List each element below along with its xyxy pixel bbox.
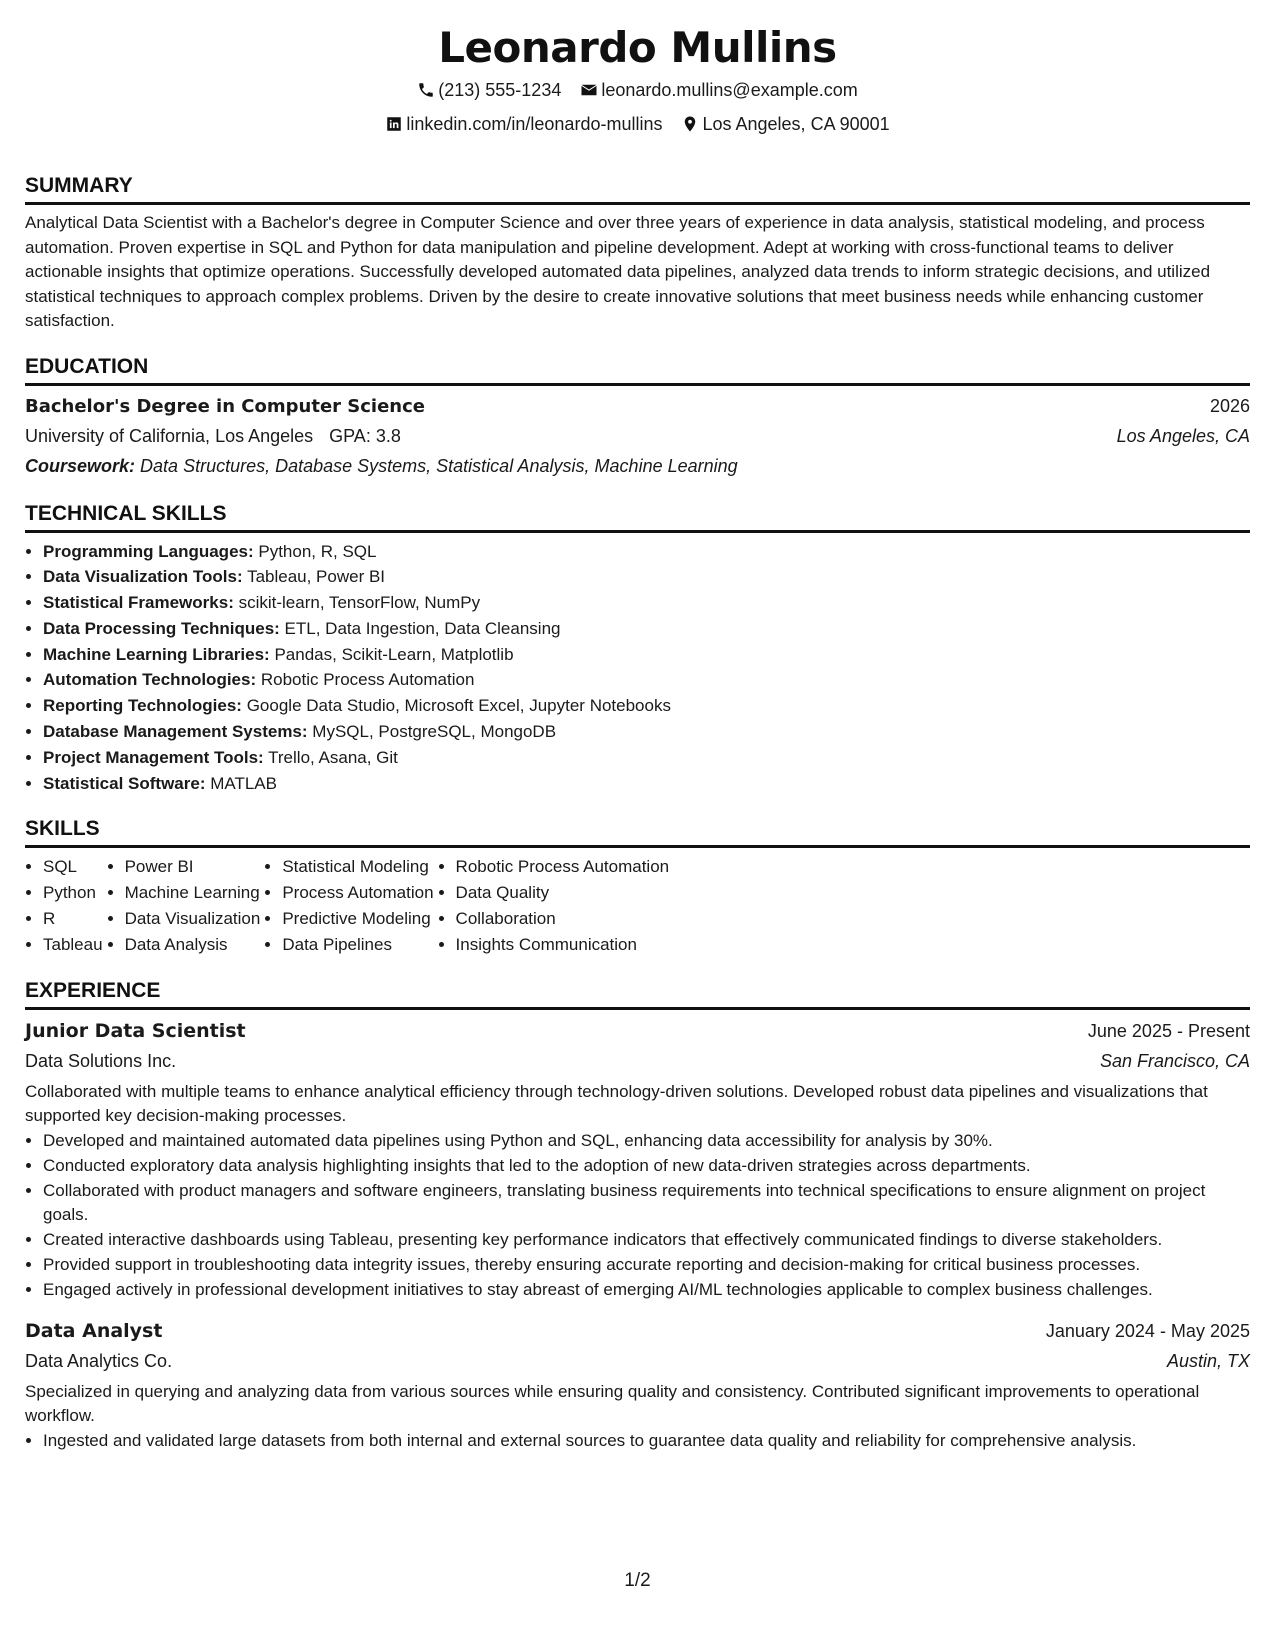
job-bullets <box>25 1129 1250 1302</box>
job-location: San Francisco, CA <box>1099 1050 1250 1071</box>
envelope-icon <box>580 81 598 99</box>
email-contact[interactable] <box>580 76 857 104</box>
gpa: GPA: 3.8 <box>329 425 401 446</box>
coursework <box>25 451 1250 481</box>
skills-grid <box>25 854 1250 957</box>
job-dates: June 2025 - Present <box>1087 1020 1250 1041</box>
phone-text: (213) 555-1234 <box>438 80 562 100</box>
list-item: • Reporting Technologies: Google Data Studio, Microsoft Excel, Jupyter Notebooks <box>43 693 1250 719</box>
list-item: • Data Visualization <box>125 906 261 932</box>
list-item: • SQL <box>43 854 103 880</box>
resume-header <box>25 0 1250 141</box>
summary-text: Analytical Data Scientist with a Bachelor's degree in Computer Science and over three years of experience in data analysis, statistical modeling, and process automation. Proven expertise in SQL and Python for data manipulation and pipeline development. Adept at working with cross-functional teams to deliver actionable insights that optimize operations. Successfully developed automated data pipelines, analyzed data trends to inform strategic decisions, and utilized statistical techniques to approach complex problems. Driven by the desire to create innovative solutions that meet business needs while enhancing customer satisfaction. <box>25 213 1211 330</box>
school-name: University of California, Los Angeles <box>25 425 314 446</box>
list-item: • Python <box>43 880 103 906</box>
summary-section <box>25 171 1250 334</box>
linkedin-contact[interactable] <box>385 110 662 138</box>
school-location: Los Angeles, CA <box>1116 425 1250 446</box>
job-dates: January 2024 - May 2025 <box>1045 1320 1250 1341</box>
job-entry <box>25 1016 1250 1302</box>
job-location: Austin, TX <box>1166 1350 1250 1371</box>
contact-line-secondary <box>25 110 1250 141</box>
school-info <box>25 421 401 451</box>
job-company-row <box>25 1346 1250 1376</box>
list-item: • Collaboration <box>456 906 670 932</box>
map-pin-icon <box>681 115 699 133</box>
list-item: • Project Management Tools: Trello, Asana, Git <box>43 745 1250 771</box>
list-item: • Data Analysis <box>125 932 261 958</box>
education-section <box>25 352 1250 481</box>
skills-heading: SKILLS <box>25 814 1250 848</box>
list-item: • Tableau <box>43 932 103 958</box>
list-item: • Provided support in troubleshooting data integrity issues, thereby ensuring accurate reporting and decision-making for critical business processes. <box>43 1253 1250 1277</box>
skills-column-1 <box>25 854 103 957</box>
resume-page <box>25 0 1250 1454</box>
summary-heading: SUMMARY <box>25 171 1250 205</box>
job-title-row <box>25 1316 1250 1346</box>
job-company-row <box>25 1046 1250 1076</box>
list-item: • Machine Learning Libraries: Pandas, Scikit-Learn, Matplotlib <box>43 642 1250 668</box>
job-title-row <box>25 1016 1250 1046</box>
technical-skills-section <box>25 499 1250 797</box>
list-item: • Process Automation <box>282 880 433 906</box>
coursework-label: Coursework: <box>25 455 136 476</box>
list-item: • Conducted exploratory data analysis highlighting insights that led to the adoption of new data-driven strategies across departments. <box>43 1154 1250 1178</box>
phone-contact <box>417 76 561 104</box>
technical-skills-heading: TECHNICAL SKILLS <box>25 499 1250 533</box>
list-item: • Automation Technologies: Robotic Process Automation <box>43 667 1250 693</box>
linkedin-icon <box>385 115 403 133</box>
list-item: • Data Quality <box>456 880 670 906</box>
location-text: Los Angeles, CA 90001 <box>702 114 890 134</box>
list-item: • Statistical Software: MATLAB <box>43 771 1250 797</box>
location-contact <box>681 110 889 138</box>
list-item: • Created interactive dashboards using Tableau, presenting key performance indicators that effectively communicated findings to diverse stakeholders. <box>43 1228 1250 1252</box>
candidate-name: Leonardo Mullins <box>438 23 837 72</box>
phone-icon <box>417 81 435 99</box>
list-item: • Machine Learning <box>125 880 261 906</box>
list-item: • Ingested and validated large datasets from both internal and external sources to guarantee data quality and reliability for comprehensive analysis. <box>43 1429 1250 1453</box>
list-item: • R <box>43 906 103 932</box>
job-title: Junior Data Scientist <box>25 1019 246 1042</box>
email-text[interactable]: leonardo.mullins@example.com <box>601 80 858 100</box>
job-title: Data Analyst <box>25 1319 163 1342</box>
coursework-list: Data Structures, Database Systems, Statistical Analysis, Machine Learning <box>140 455 738 476</box>
list-item: • Power BI <box>125 854 261 880</box>
linkedin-text[interactable]: linkedin.com/in/leonardo-mullins <box>406 114 663 134</box>
list-item: • Programming Languages: Python, R, SQL <box>43 539 1250 565</box>
list-item: • Robotic Process Automation <box>456 854 670 880</box>
company-name: Data Solutions Inc. <box>25 1050 177 1071</box>
job-summary: Specialized in querying and analyzing data from various sources while ensuring quality and consistency. Contributed significant improvements to operational workflow. <box>25 1381 1200 1426</box>
list-item: • Data Pipelines <box>282 932 433 958</box>
graduation-year: 2026 <box>1209 395 1250 416</box>
skills-column-4 <box>438 854 670 957</box>
company-name: Data Analytics Co. <box>25 1350 173 1371</box>
list-item: • Database Management Systems: MySQL, PostgreSQL, MongoDB <box>43 719 1250 745</box>
list-item: • Predictive Modeling <box>282 906 433 932</box>
job-entry <box>25 1316 1250 1453</box>
page-number: 1/2 <box>624 1570 651 1591</box>
skills-section <box>25 814 1250 957</box>
list-item: • Collaborated with product managers and software engineers, translating business requirements into technical specifications to ensure alignment on project goals. <box>43 1179 1250 1226</box>
list-item: • Statistical Modeling <box>282 854 433 880</box>
list-item: • Developed and maintained automated data pipelines using Python and SQL, enhancing data accessibility for analysis by 30%. <box>43 1129 1250 1153</box>
school-row <box>25 421 1250 451</box>
skills-column-3 <box>264 854 433 957</box>
technical-skills-list <box>25 539 1250 797</box>
skills-column-2 <box>107 854 261 957</box>
list-item: • Data Processing Techniques: ETL, Data Ingestion, Data Cleansing <box>43 616 1250 642</box>
list-item: • Statistical Frameworks: scikit-learn, TensorFlow, NumPy <box>43 590 1250 616</box>
contact-line-primary <box>25 76 1250 107</box>
job-summary: Collaborated with multiple teams to enhance analytical efficiency through technology-driven solutions. Developed robust data pipelines and visualizations that supported key decision-making processes. <box>25 1081 1208 1126</box>
list-item: • Data Visualization Tools: Tableau, Power BI <box>43 564 1250 590</box>
experience-heading: EXPERIENCE <box>25 976 1250 1010</box>
list-item: • Insights Communication <box>456 932 670 958</box>
degree-name: Bachelor's Degree in Computer Science <box>25 395 425 417</box>
experience-section <box>25 976 1250 1453</box>
job-bullets <box>25 1429 1250 1453</box>
education-heading: EDUCATION <box>25 352 1250 386</box>
degree-row <box>25 392 1250 421</box>
list-item: • Engaged actively in professional development initiatives to stay abreast of emerging AI/ML technologies applicable to complex business challenges. <box>43 1278 1250 1302</box>
